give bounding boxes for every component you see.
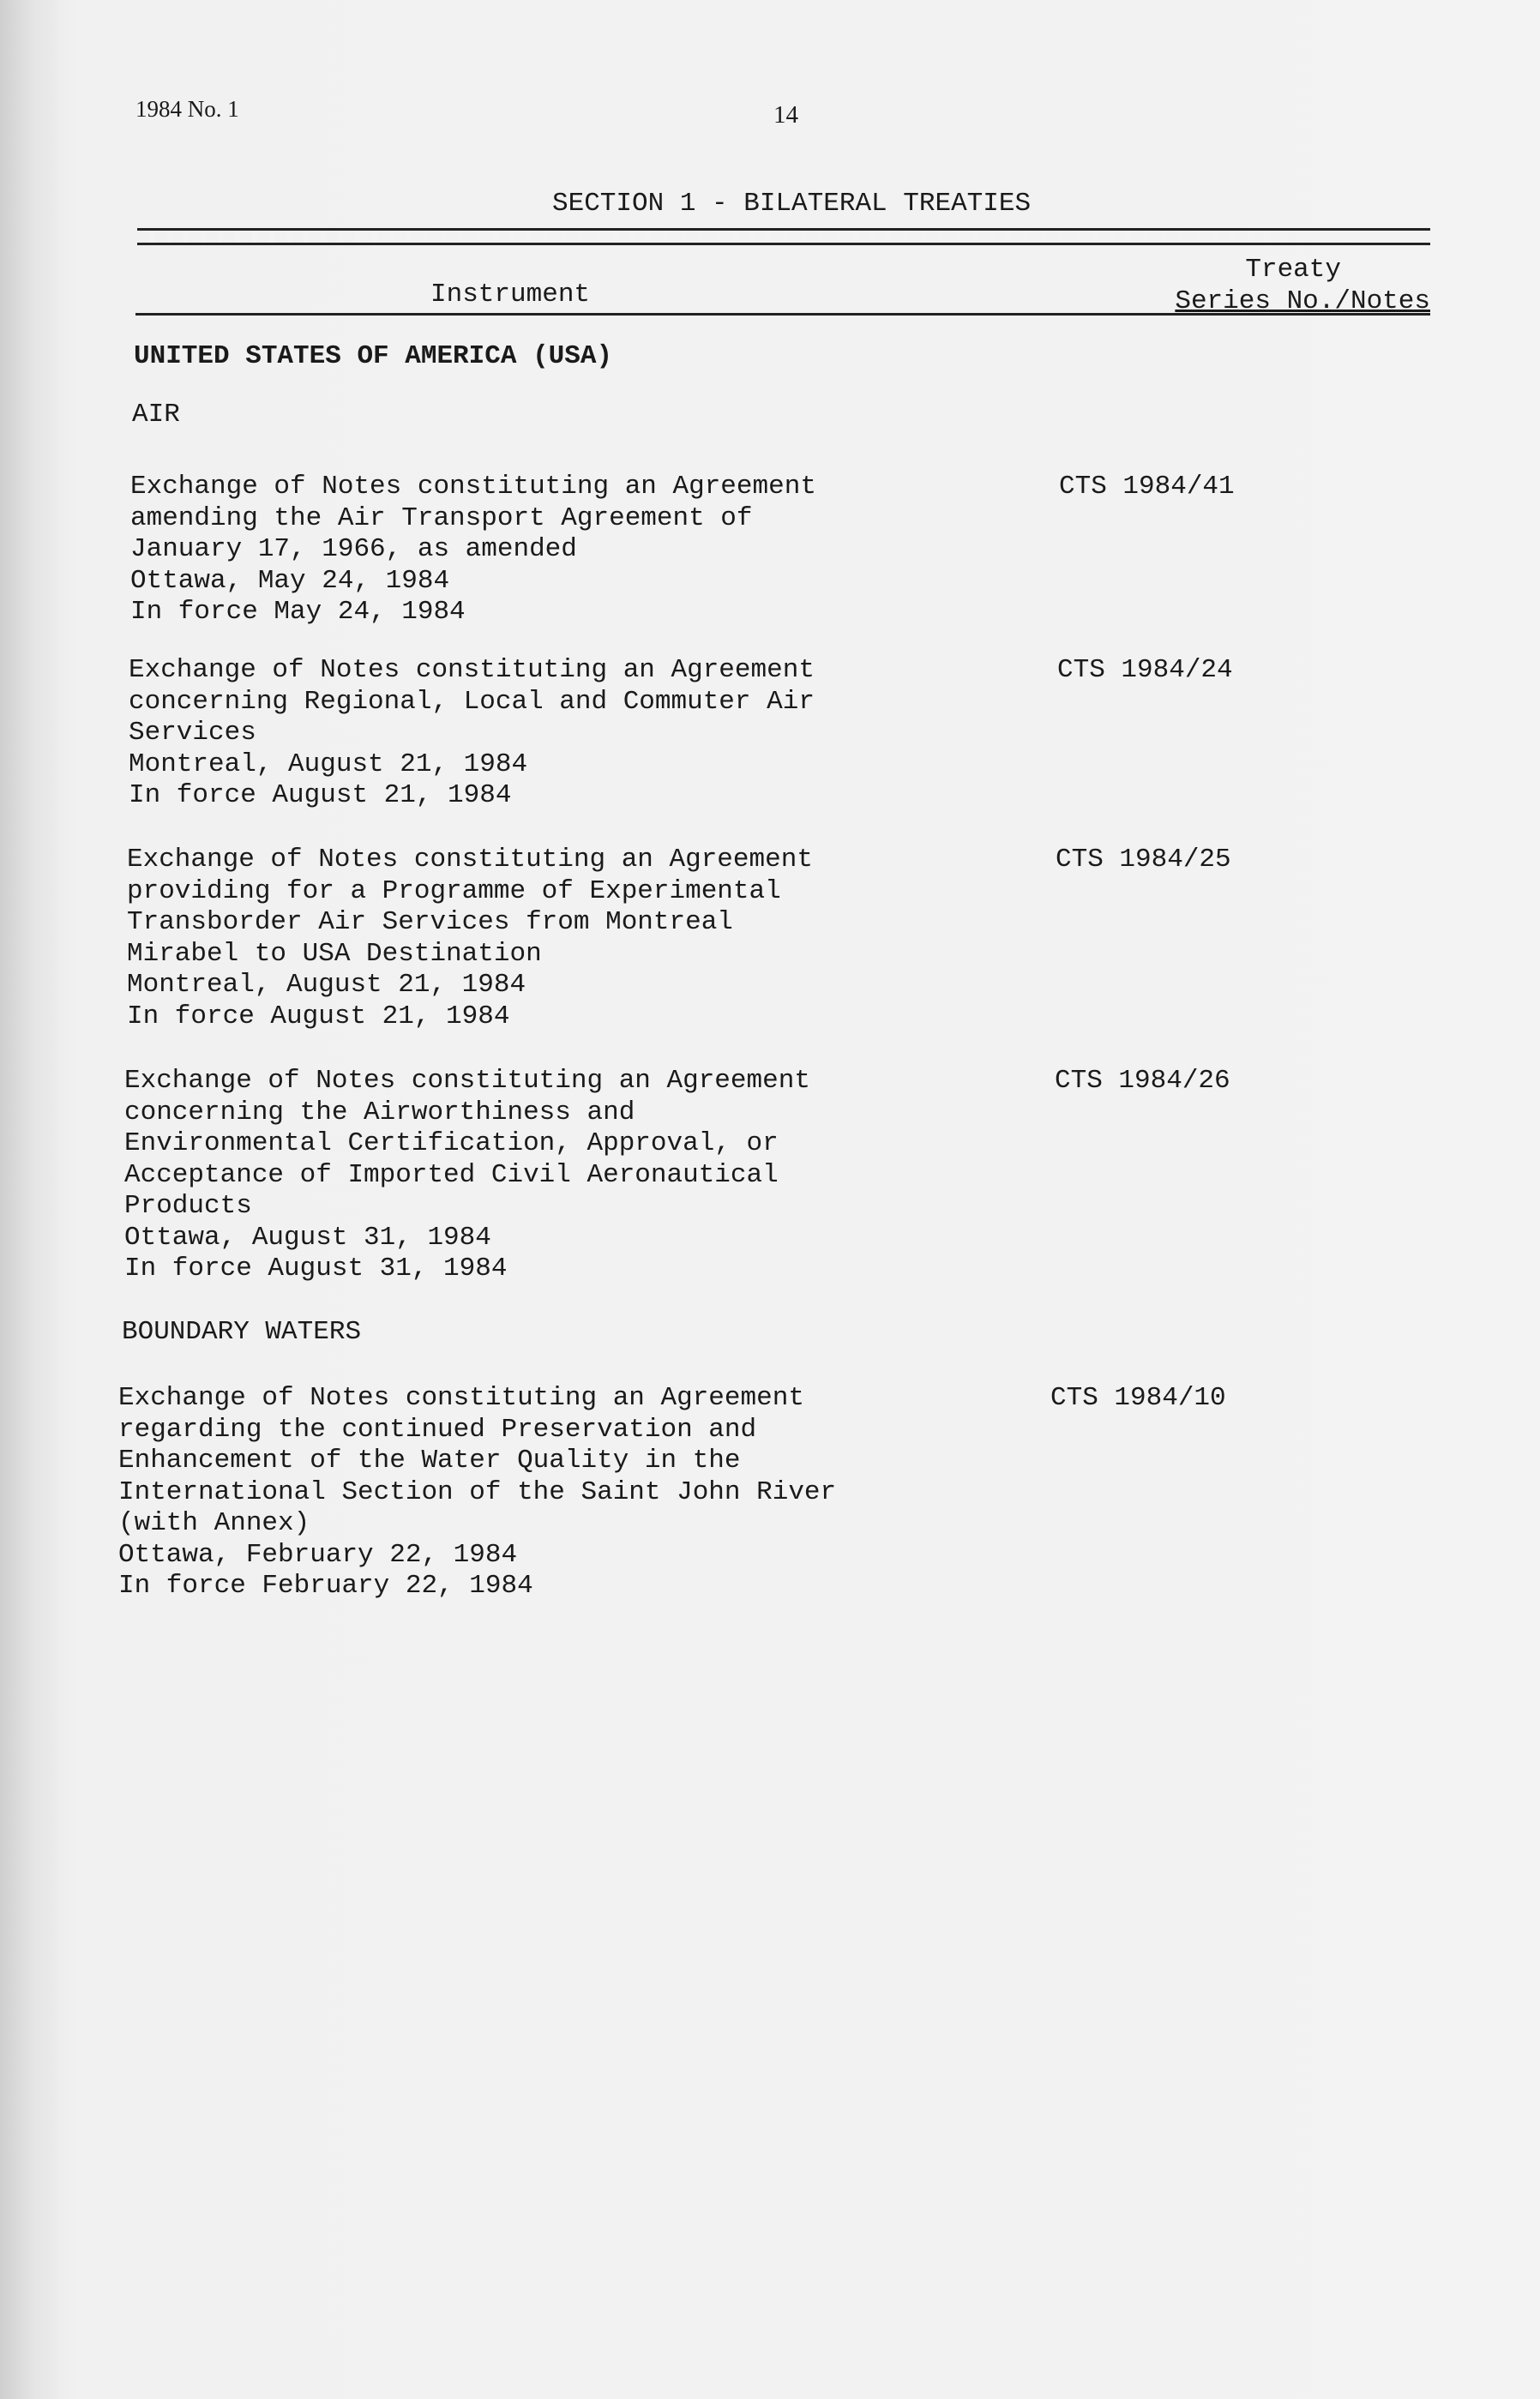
column-header-rule xyxy=(135,313,1430,316)
entry-line: Ottawa, May 24, 1984 xyxy=(130,565,450,596)
entry-line: amending the Air Transport Agreement of xyxy=(130,502,753,533)
treaty-header-line1: Treaty xyxy=(1245,255,1341,285)
double-rule-divider xyxy=(137,228,1430,245)
treaty-series-ref: CTS 1984/10 xyxy=(1050,1383,1226,1413)
treaty-series-ref: CTS 1984/24 xyxy=(1057,655,1233,685)
treaty-series-column-header xyxy=(1087,254,1430,317)
entry-line: Ottawa, February 22, 1984 xyxy=(118,1539,518,1570)
entry-line: Montreal, August 21, 1984 xyxy=(127,970,526,1000)
page-spine-shadow xyxy=(0,0,60,2399)
entry-line: Acceptance of Imported Civil Aeronautical xyxy=(124,1159,779,1190)
entry-line: regarding the continued Preservation and xyxy=(118,1414,757,1445)
treaty-series-ref: CTS 1984/25 xyxy=(1056,845,1231,875)
entry-line: January 17, 1966, as amended xyxy=(130,534,577,564)
treaty-series-ref: CTS 1984/41 xyxy=(1059,472,1235,502)
category-heading-air: AIR xyxy=(132,400,180,430)
entry-line: Exchange of Notes constituting an Agreement xyxy=(129,655,815,685)
treaty-entry xyxy=(129,655,1466,812)
category-heading-boundary-waters: BOUNDARY WATERS xyxy=(122,1317,362,1347)
entry-line: (with Annex) xyxy=(118,1508,310,1538)
section-title: SECTION 1 - BILATERAL TREATIES xyxy=(552,189,1032,219)
page-number: 14 xyxy=(773,101,798,129)
instrument-column-header: Instrument xyxy=(430,280,591,310)
treaty-entry xyxy=(124,1066,1462,1285)
entry-line: providing for a Programme of Experimental xyxy=(127,875,781,906)
entry-line: Exchange of Notes constituting an Agreement xyxy=(130,472,816,502)
entry-line: concerning the Airworthiness and xyxy=(124,1097,635,1127)
treaty-entry xyxy=(130,472,1468,628)
entry-line: In force May 24, 1984 xyxy=(130,597,466,627)
treaty-header-line2: Series No./Notes xyxy=(1175,286,1430,316)
treaty-entry xyxy=(127,845,1465,1032)
entry-line: International Section of the Saint John River xyxy=(118,1476,837,1507)
entry-line: In force August 21, 1984 xyxy=(127,1001,510,1031)
country-heading: UNITED STATES OF AMERICA (USA) xyxy=(134,341,613,371)
entry-line: In force August 21, 1984 xyxy=(129,780,512,810)
entry-line: Environmental Certification, Approval, or xyxy=(124,1128,779,1158)
entry-line: Montreal, August 21, 1984 xyxy=(129,749,528,779)
entry-line: Ottawa, August 31, 1984 xyxy=(124,1222,491,1253)
entry-line: Exchange of Notes constituting an Agreement xyxy=(118,1383,804,1413)
entry-line: In force August 31, 1984 xyxy=(124,1254,508,1284)
entry-line: In force February 22, 1984 xyxy=(118,1571,533,1601)
entry-line: Services xyxy=(129,718,256,748)
entry-line: Exchange of Notes constituting an Agreement xyxy=(124,1066,810,1096)
entry-line: Exchange of Notes constituting an Agreement xyxy=(127,845,813,875)
entry-line: Mirabel to USA Destination xyxy=(127,938,542,969)
entry-line: Enhancement of the Water Quality in the xyxy=(118,1446,741,1476)
treaty-entry xyxy=(118,1383,1456,1602)
running-header: 1984 No. 1 xyxy=(135,96,239,122)
treaty-series-ref: CTS 1984/26 xyxy=(1055,1066,1230,1096)
entry-line: Transborder Air Services from Montreal xyxy=(127,907,733,937)
entry-line: Products xyxy=(124,1191,252,1221)
entry-line: concerning Regional, Local and Commuter Air xyxy=(129,686,815,717)
